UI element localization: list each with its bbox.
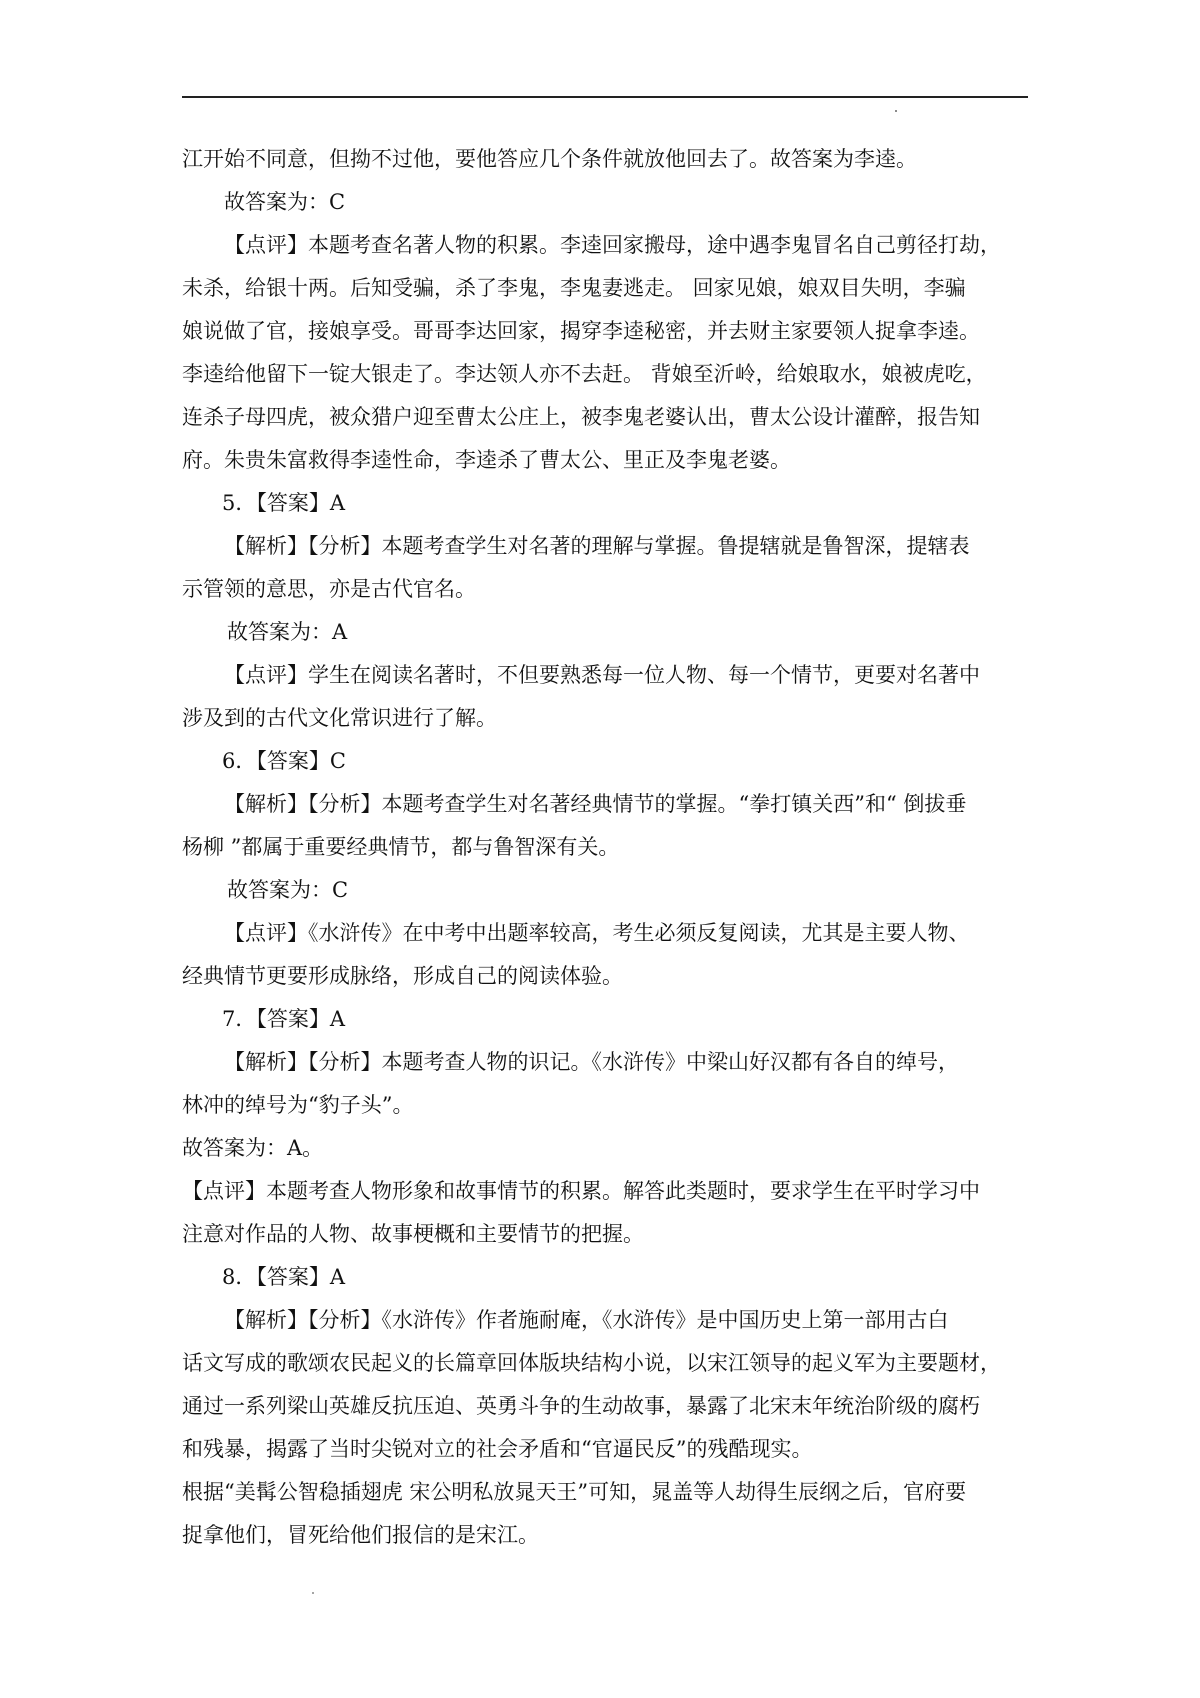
comment-line: 【点评】学生在阅读名著时，不但要熟悉每一位人物、每一个情节，更要对名著中 — [224, 663, 980, 687]
question-answer-heading: 6．【答案】C — [222, 749, 346, 773]
question-answer-heading: 5．【答案】A — [222, 491, 346, 515]
text-line: 通过一系列梁山英雄反抗压迫、英勇斗争的生动故事，暴露了北宋末年统治阶级的腐朽 — [182, 1394, 980, 1418]
text-line: 杨柳 ”都属于重要经典情节，都与鲁智深有关。 — [182, 835, 620, 859]
text-line: 涉及到的古代文化常识进行了解。 — [182, 706, 497, 730]
text-line: 捉拿他们，冒死给他们报信的是宋江。 — [182, 1523, 539, 1547]
answer-line: 故答案为：A。 — [182, 1136, 324, 1160]
question-answer-heading: 8．【答案】A — [222, 1265, 346, 1289]
text-line: 未杀，给银十两。后知受骗，杀了李鬼，李鬼妻逃走。 回家见娘，娘双目失明，李骗 — [182, 276, 966, 300]
text-line: 林冲的绰号为“豹子头”。 — [182, 1093, 414, 1117]
analysis-line: 【解析】【分析】《水浒传》作者施耐庵，《水浒传》是中国历史上第一部用古白 — [224, 1308, 949, 1332]
header-rule — [182, 96, 1028, 98]
text-line: 江开始不同意，但拗不过他，要他答应几个条件就放他回去了。故答案为李逵。 — [182, 147, 917, 171]
analysis-line: 【解析】【分析】本题考查学生对名著经典情节的掌握。“拳打镇关西”和“ 倒拔垂 — [224, 792, 967, 816]
analysis-line: 【解析】【分析】本题考查人物的识记。《水浒传》中梁山好汉都有各自的绰号， — [224, 1050, 959, 1074]
text-line: 和残暴，揭露了当时尖锐对立的社会矛盾和“官逼民反”的残酷现实。 — [182, 1437, 813, 1461]
text-line: 话文写成的歌颂农民起义的长篇章回体版块结构小说，以宋江领导的起义军为主要题材， — [182, 1351, 1001, 1375]
text-line: 连杀子母四虎，被众猎户迎至曹太公庄上，被李鬼老婆认出，曹太公设计灌醉，报告知 — [182, 405, 980, 429]
text-line: 根据“美髯公智稳插翅虎 宋公明私放晁天王”可知，晁盖等人劫得生辰纲之后，官府要 — [182, 1480, 967, 1504]
answer-line: 故答案为：C — [227, 878, 349, 902]
answer-line: 故答案为：A — [227, 620, 348, 644]
document-body — [182, 138, 1028, 1557]
question-answer-heading: 7．【答案】A — [222, 1007, 346, 1031]
comment-line: 【点评】《水浒传》在中考中出题率较高，考生必须反复阅读，尤其是主要人物、 — [224, 921, 970, 945]
answer-line: 故答案为：C — [224, 190, 346, 214]
text-line: 府。朱贵朱富救得李逵性命，李逵杀了曹太公、里正及李鬼老婆。 — [182, 448, 791, 472]
comment-line: 【点评】本题考查名著人物的积累。李逵回家搬母，途中遇李鬼冒名自己剪径打劫， — [224, 233, 1001, 257]
text-line: 经典情节更要形成脉络，形成自己的阅读体验。 — [182, 964, 623, 988]
analysis-line: 【解析】【分析】本题考查学生对名著的理解与掌握。鲁提辖就是鲁智深，提辖表 — [224, 534, 970, 558]
text-line: 娘说做了官，接娘享受。哥哥李达回家，揭穿李逵秘密，并去财主家要领人捉拿李逵。 — [182, 319, 980, 343]
comment-line: 【点评】本题考查人物形象和故事情节的积累。解答此类题时，要求学生在平时学习中 — [182, 1179, 980, 1203]
header-mark — [895, 110, 897, 112]
text-line: 注意对作品的人物、故事梗概和主要情节的把握。 — [182, 1222, 644, 1246]
text-line: 李逵给他留下一锭大银走了。李达领人亦不去赶。 背娘至沂岭，给娘取水，娘被虎吃， — [182, 362, 987, 386]
footer-mark — [312, 1592, 314, 1594]
text-line: 示管领的意思，亦是古代官名。 — [182, 577, 476, 601]
